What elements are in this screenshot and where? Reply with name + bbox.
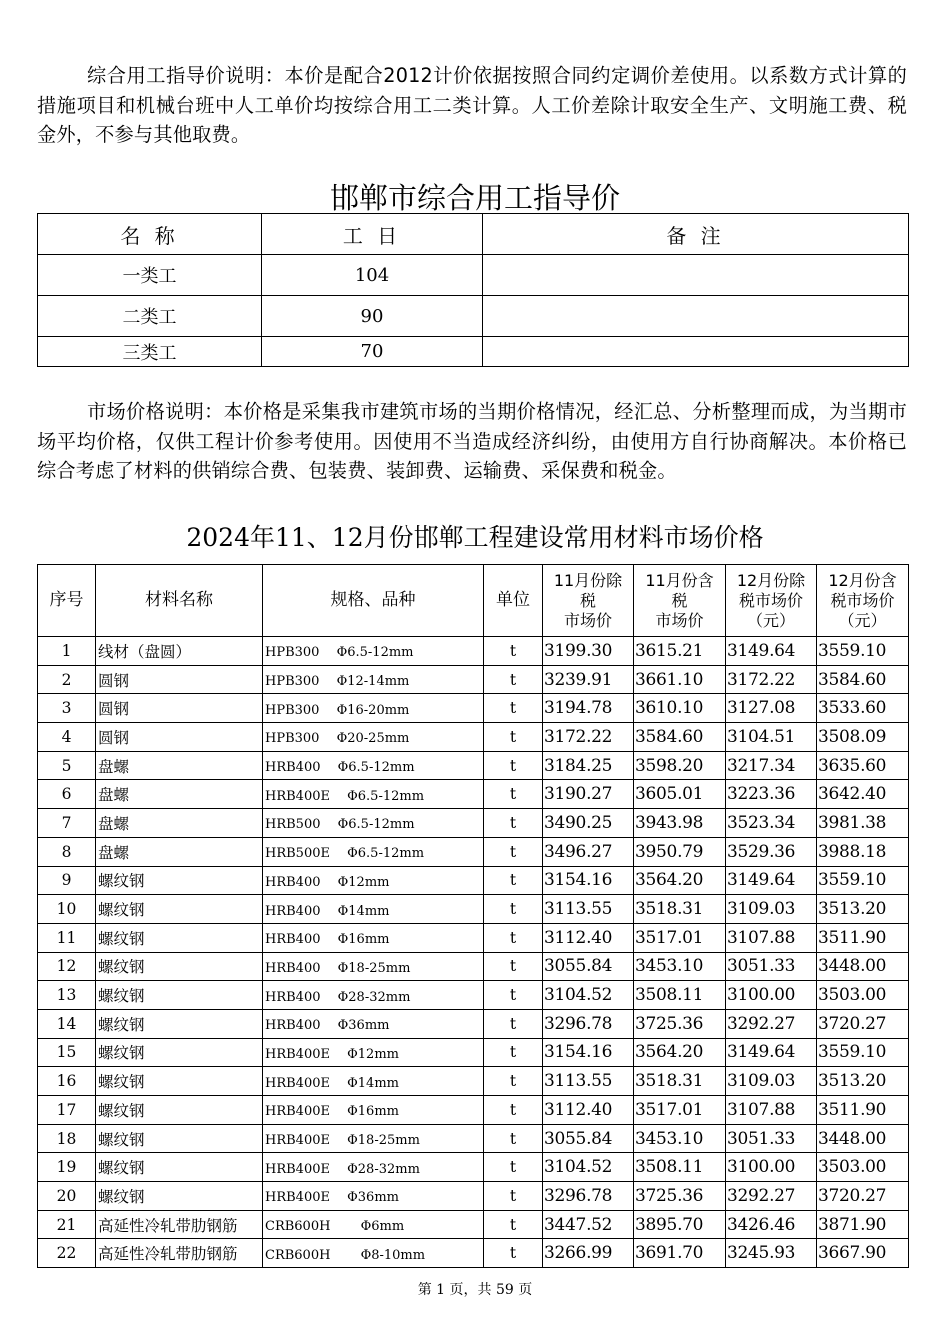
market-price-note: 市场价格说明：本价格是采集我市建筑市场的当期价格情况，经汇总、分析整理而成，为当期市场平均价格，仅供工程计价参考使用。因使用不当造成经济纠纷，由使用方自行协商解决。本价格已综合考虑了材料的供销综合费、包装费、装卸费、运输费、采保费和税金。 xyxy=(37,400,907,482)
cell-unit: t xyxy=(484,637,543,666)
cell-dec-ex-tax: 3051.33 xyxy=(726,1124,817,1153)
price-table-title: 2024年11、12月份邯郸工程建设常用材料市场价格 xyxy=(186,523,764,552)
header-line: 11月份含 xyxy=(645,570,714,590)
labor-days: 90 xyxy=(262,296,483,337)
table-row xyxy=(38,1153,909,1182)
cell-nov-in-tax: 3453.10 xyxy=(634,952,726,981)
cell-spec: HRB400 Φ28-32mm xyxy=(263,981,484,1010)
cell-spec: HRB400 Φ36mm xyxy=(263,1009,484,1038)
table-row xyxy=(38,809,909,838)
cell-dec-in-tax: 3448.00 xyxy=(817,952,909,981)
cell-dec-ex-tax: 3149.64 xyxy=(726,637,817,666)
cell-dec-ex-tax: 3109.03 xyxy=(726,1067,817,1096)
price-table-header xyxy=(38,565,909,637)
header-line: 市场价 xyxy=(655,610,704,630)
table-row xyxy=(38,1182,909,1211)
cell-nov-ex-tax: 3104.52 xyxy=(543,981,634,1010)
header-nov-in-tax xyxy=(634,565,726,637)
cell-seq: 5 xyxy=(38,751,96,780)
cell-dec-ex-tax: 3149.64 xyxy=(726,1038,817,1067)
cell-dec-in-tax: 3508.09 xyxy=(817,723,909,752)
header-remark: 备 注 xyxy=(483,214,909,255)
cell-dec-in-tax: 3988.18 xyxy=(817,837,909,866)
cell-nov-ex-tax: 3113.55 xyxy=(543,1067,634,1096)
cell-nov-in-tax: 3615.21 xyxy=(634,637,726,666)
cell-material: 螺纹钢 xyxy=(96,895,263,924)
cell-seq: 16 xyxy=(38,1067,96,1096)
cell-material: 盘螺 xyxy=(96,751,263,780)
cell-material: 螺纹钢 xyxy=(96,923,263,952)
cell-nov-ex-tax: 3112.40 xyxy=(543,923,634,952)
cell-dec-ex-tax: 3172.22 xyxy=(726,665,817,694)
cell-nov-in-tax: 3453.10 xyxy=(634,1124,726,1153)
cell-nov-ex-tax: 3055.84 xyxy=(543,952,634,981)
cell-unit: t xyxy=(484,952,543,981)
labor-remark xyxy=(483,255,909,296)
cell-unit: t xyxy=(484,923,543,952)
cell-seq: 13 xyxy=(38,981,96,1010)
cell-dec-in-tax: 3511.90 xyxy=(817,923,909,952)
cell-spec: HPB300 Φ16-20mm xyxy=(263,694,484,723)
cell-unit: t xyxy=(484,1153,543,1182)
cell-material: 盘螺 xyxy=(96,780,263,809)
cell-seq: 3 xyxy=(38,694,96,723)
table-row xyxy=(38,296,909,337)
cell-material: 螺纹钢 xyxy=(96,1124,263,1153)
cell-dec-ex-tax: 3426.46 xyxy=(726,1210,817,1239)
table-row xyxy=(38,1038,909,1067)
cell-seq: 6 xyxy=(38,780,96,809)
cell-nov-in-tax: 3725.36 xyxy=(634,1009,726,1038)
cell-seq: 7 xyxy=(38,809,96,838)
cell-material: 螺纹钢 xyxy=(96,1009,263,1038)
cell-material: 高延性冷轧带肋钢筋 xyxy=(96,1210,263,1239)
cell-nov-ex-tax: 3490.25 xyxy=(543,809,634,838)
cell-unit: t xyxy=(484,665,543,694)
table-row xyxy=(38,1009,909,1038)
cell-material: 螺纹钢 xyxy=(96,1096,263,1125)
cell-seq: 9 xyxy=(38,866,96,895)
header-workdays: 工 日 xyxy=(262,214,483,255)
cell-dec-in-tax: 3511.90 xyxy=(817,1096,909,1125)
table-row xyxy=(38,255,909,296)
header-dec-in-tax xyxy=(817,565,909,637)
cell-seq: 22 xyxy=(38,1239,96,1268)
table-row xyxy=(38,337,909,367)
cell-material: 盘螺 xyxy=(96,837,263,866)
cell-dec-in-tax: 3584.60 xyxy=(817,665,909,694)
header-line: 税 xyxy=(579,590,596,610)
page-number: 第 1 页，共 59 页 xyxy=(417,1282,533,1298)
cell-dec-ex-tax: 3109.03 xyxy=(726,895,817,924)
cell-dec-in-tax: 3513.20 xyxy=(817,895,909,924)
table-row xyxy=(38,866,909,895)
cell-nov-in-tax: 3725.36 xyxy=(634,1182,726,1211)
cell-unit: t xyxy=(484,751,543,780)
cell-spec: HRB400E Φ16mm xyxy=(263,1096,484,1125)
price-table-body xyxy=(38,637,909,1268)
cell-dec-ex-tax: 3149.64 xyxy=(726,866,817,895)
cell-nov-in-tax: 3564.20 xyxy=(634,866,726,895)
cell-material: 圆钢 xyxy=(96,665,263,694)
cell-nov-in-tax: 3605.01 xyxy=(634,780,726,809)
table-row xyxy=(38,837,909,866)
cell-material: 螺纹钢 xyxy=(96,981,263,1010)
header-line: 12月份除 xyxy=(736,570,806,590)
cell-seq: 10 xyxy=(38,895,96,924)
header-line: 税 xyxy=(671,590,688,610)
cell-nov-ex-tax: 3447.52 xyxy=(543,1210,634,1239)
cell-seq: 15 xyxy=(38,1038,96,1067)
cell-dec-in-tax: 3559.10 xyxy=(817,866,909,895)
table-row xyxy=(38,1096,909,1125)
cell-seq: 1 xyxy=(38,637,96,666)
labor-remark xyxy=(483,337,909,367)
cell-spec: HRB400E Φ18-25mm xyxy=(263,1124,484,1153)
cell-nov-in-tax: 3517.01 xyxy=(634,923,726,952)
cell-nov-ex-tax: 3199.30 xyxy=(543,637,634,666)
cell-spec: HPB300 Φ6.5-12mm xyxy=(263,637,484,666)
table-row xyxy=(38,923,909,952)
cell-nov-ex-tax: 3194.78 xyxy=(543,694,634,723)
cell-nov-ex-tax: 3172.22 xyxy=(543,723,634,752)
cell-dec-ex-tax: 3223.36 xyxy=(726,780,817,809)
cell-dec-in-tax: 3720.27 xyxy=(817,1009,909,1038)
cell-dec-in-tax: 3448.00 xyxy=(817,1124,909,1153)
cell-dec-in-tax: 3667.90 xyxy=(817,1239,909,1268)
table-row xyxy=(38,694,909,723)
cell-nov-in-tax: 3584.60 xyxy=(634,723,726,752)
table-row xyxy=(38,1239,909,1268)
cell-material: 螺纹钢 xyxy=(96,952,263,981)
cell-dec-in-tax: 3503.00 xyxy=(817,1153,909,1182)
cell-nov-ex-tax: 3113.55 xyxy=(543,895,634,924)
header-dec-ex-tax xyxy=(726,565,817,637)
table-row xyxy=(38,1124,909,1153)
table-row xyxy=(38,751,909,780)
labor-name: 二类工 xyxy=(38,296,262,337)
cell-nov-ex-tax: 3296.78 xyxy=(543,1009,634,1038)
cell-seq: 11 xyxy=(38,923,96,952)
header-line: （元） xyxy=(838,610,887,630)
table-row xyxy=(38,981,909,1010)
cell-nov-ex-tax: 3266.99 xyxy=(543,1239,634,1268)
labor-table-header xyxy=(38,214,909,255)
cell-material: 盘螺 xyxy=(96,809,263,838)
cell-nov-in-tax: 3950.79 xyxy=(634,837,726,866)
cell-nov-in-tax: 3691.70 xyxy=(634,1239,726,1268)
cell-dec-ex-tax: 3523.34 xyxy=(726,809,817,838)
cell-nov-in-tax: 3564.20 xyxy=(634,1038,726,1067)
cell-spec: HRB400 Φ16mm xyxy=(263,923,484,952)
cell-dec-ex-tax: 3107.88 xyxy=(726,923,817,952)
cell-unit: t xyxy=(484,1009,543,1038)
cell-material: 螺纹钢 xyxy=(96,1067,263,1096)
header-line: 11月份除 xyxy=(553,570,623,590)
table-row xyxy=(38,637,909,666)
cell-dec-ex-tax: 3051.33 xyxy=(726,952,817,981)
cell-dec-ex-tax: 3100.00 xyxy=(726,981,817,1010)
cell-dec-in-tax: 3559.10 xyxy=(817,1038,909,1067)
cell-nov-in-tax: 3610.10 xyxy=(634,694,726,723)
cell-unit: t xyxy=(484,1038,543,1067)
table-row xyxy=(38,895,909,924)
cell-spec: HRB400E Φ14mm xyxy=(263,1067,484,1096)
cell-seq: 8 xyxy=(38,837,96,866)
cell-seq: 2 xyxy=(38,665,96,694)
cell-dec-ex-tax: 3292.27 xyxy=(726,1182,817,1211)
cell-dec-in-tax: 3533.60 xyxy=(817,694,909,723)
labor-table-title: 邯郸市综合用工指导价 xyxy=(329,181,620,215)
cell-spec: HPB300 Φ20-25mm xyxy=(263,723,484,752)
cell-spec: HRB500E Φ6.5-12mm xyxy=(263,837,484,866)
cell-nov-ex-tax: 3055.84 xyxy=(543,1124,634,1153)
cell-material: 线材（盘圆） xyxy=(96,637,263,666)
cell-material: 螺纹钢 xyxy=(96,1182,263,1211)
cell-nov-ex-tax: 3154.16 xyxy=(543,1038,634,1067)
cell-nov-ex-tax: 3184.25 xyxy=(543,751,634,780)
header-unit: 单位 xyxy=(484,565,543,637)
cell-nov-ex-tax: 3239.91 xyxy=(543,665,634,694)
cell-dec-ex-tax: 3217.34 xyxy=(726,751,817,780)
cell-dec-in-tax: 3981.38 xyxy=(817,809,909,838)
cell-nov-in-tax: 3517.01 xyxy=(634,1096,726,1125)
cell-spec: HRB400E Φ28-32mm xyxy=(263,1153,484,1182)
cell-spec: HRB400 Φ18-25mm xyxy=(263,952,484,981)
cell-unit: t xyxy=(484,866,543,895)
cell-spec: HPB300 Φ12-14mm xyxy=(263,665,484,694)
cell-dec-ex-tax: 3104.51 xyxy=(726,723,817,752)
labor-name: 一类工 xyxy=(38,255,262,296)
material-price-table xyxy=(37,564,909,1268)
cell-unit: t xyxy=(484,1182,543,1211)
cell-material: 螺纹钢 xyxy=(96,1153,263,1182)
cell-material: 高延性冷轧带肋钢筋 xyxy=(96,1239,263,1268)
cell-seq: 20 xyxy=(38,1182,96,1211)
table-row xyxy=(38,952,909,981)
table-row xyxy=(38,780,909,809)
cell-nov-in-tax: 3508.11 xyxy=(634,981,726,1010)
cell-unit: t xyxy=(484,1096,543,1125)
cell-dec-in-tax: 3559.10 xyxy=(817,637,909,666)
labor-days: 104 xyxy=(262,255,483,296)
cell-nov-in-tax: 3518.31 xyxy=(634,895,726,924)
cell-nov-in-tax: 3518.31 xyxy=(634,1067,726,1096)
cell-nov-in-tax: 3895.70 xyxy=(634,1210,726,1239)
cell-spec: HRB400 Φ14mm xyxy=(263,895,484,924)
cell-seq: 19 xyxy=(38,1153,96,1182)
labor-price-note: 综合用工指导价说明：本价是配合2012计价依据按照合同约定调价差使用。以系数方式计算的措施项目和机械台班中人工单价均按综合用工二类计算。人工价差除计取安全生产、文明施工费、税金外，不参与其他取费。 xyxy=(37,64,907,146)
cell-material: 螺纹钢 xyxy=(96,1038,263,1067)
cell-spec: HRB400E Φ12mm xyxy=(263,1038,484,1067)
cell-unit: t xyxy=(484,837,543,866)
cell-dec-ex-tax: 3107.88 xyxy=(726,1096,817,1125)
cell-unit: t xyxy=(484,1210,543,1239)
cell-dec-ex-tax: 3100.00 xyxy=(726,1153,817,1182)
cell-dec-in-tax: 3635.60 xyxy=(817,751,909,780)
cell-spec: HRB400E Φ36mm xyxy=(263,1182,484,1211)
cell-spec: HRB400 Φ12mm xyxy=(263,866,484,895)
header-line: 12月份含 xyxy=(828,570,897,590)
cell-unit: t xyxy=(484,780,543,809)
cell-nov-in-tax: 3661.10 xyxy=(634,665,726,694)
header-material: 材料名称 xyxy=(96,565,263,637)
cell-nov-ex-tax: 3496.27 xyxy=(543,837,634,866)
cell-seq: 4 xyxy=(38,723,96,752)
cell-seq: 18 xyxy=(38,1124,96,1153)
header-spec: 规格、品种 xyxy=(263,565,484,637)
cell-material: 圆钢 xyxy=(96,694,263,723)
cell-unit: t xyxy=(484,1067,543,1096)
table-row xyxy=(38,665,909,694)
cell-nov-ex-tax: 3154.16 xyxy=(543,866,634,895)
labor-name: 三类工 xyxy=(38,337,262,367)
cell-unit: t xyxy=(484,981,543,1010)
cell-spec: CRB600H Φ6mm xyxy=(263,1210,484,1239)
cell-dec-in-tax: 3720.27 xyxy=(817,1182,909,1211)
cell-material: 螺纹钢 xyxy=(96,866,263,895)
cell-spec: HRB400 Φ6.5-12mm xyxy=(263,751,484,780)
cell-dec-ex-tax: 3127.08 xyxy=(726,694,817,723)
cell-nov-in-tax: 3508.11 xyxy=(634,1153,726,1182)
cell-dec-ex-tax: 3245.93 xyxy=(726,1239,817,1268)
cell-dec-in-tax: 3871.90 xyxy=(817,1210,909,1239)
header-seq: 序号 xyxy=(38,565,96,637)
cell-unit: t xyxy=(484,809,543,838)
header-line: 税市场价 xyxy=(830,590,895,610)
labor-remark xyxy=(483,296,909,337)
cell-nov-ex-tax: 3104.52 xyxy=(543,1153,634,1182)
header-nov-ex-tax xyxy=(543,565,634,637)
cell-dec-ex-tax: 3529.36 xyxy=(726,837,817,866)
cell-seq: 21 xyxy=(38,1210,96,1239)
cell-dec-ex-tax: 3292.27 xyxy=(726,1009,817,1038)
cell-nov-ex-tax: 3190.27 xyxy=(543,780,634,809)
cell-spec: HRB400E Φ6.5-12mm xyxy=(263,780,484,809)
cell-nov-in-tax: 3598.20 xyxy=(634,751,726,780)
cell-seq: 17 xyxy=(38,1096,96,1125)
cell-nov-ex-tax: 3112.40 xyxy=(543,1096,634,1125)
cell-seq: 12 xyxy=(38,952,96,981)
cell-nov-in-tax: 3943.98 xyxy=(634,809,726,838)
table-row xyxy=(38,1210,909,1239)
cell-unit: t xyxy=(484,694,543,723)
labor-days: 70 xyxy=(262,337,483,367)
table-row xyxy=(38,1067,909,1096)
cell-dec-in-tax: 3642.40 xyxy=(817,780,909,809)
cell-seq: 14 xyxy=(38,1009,96,1038)
cell-unit: t xyxy=(484,723,543,752)
cell-dec-in-tax: 3513.20 xyxy=(817,1067,909,1096)
cell-spec: HRB500 Φ6.5-12mm xyxy=(263,809,484,838)
cell-unit: t xyxy=(484,1239,543,1268)
cell-material: 圆钢 xyxy=(96,723,263,752)
header-name: 名 称 xyxy=(38,214,262,255)
labor-price-table xyxy=(37,213,909,367)
cell-nov-ex-tax: 3296.78 xyxy=(543,1182,634,1211)
header-line: 市场价 xyxy=(563,610,612,630)
cell-dec-in-tax: 3503.00 xyxy=(817,981,909,1010)
cell-unit: t xyxy=(484,895,543,924)
header-line: （元） xyxy=(746,610,795,630)
header-line: 税市场价 xyxy=(738,590,803,610)
cell-spec: CRB600H Φ8-10mm xyxy=(263,1239,484,1268)
table-row xyxy=(38,723,909,752)
cell-unit: t xyxy=(484,1124,543,1153)
